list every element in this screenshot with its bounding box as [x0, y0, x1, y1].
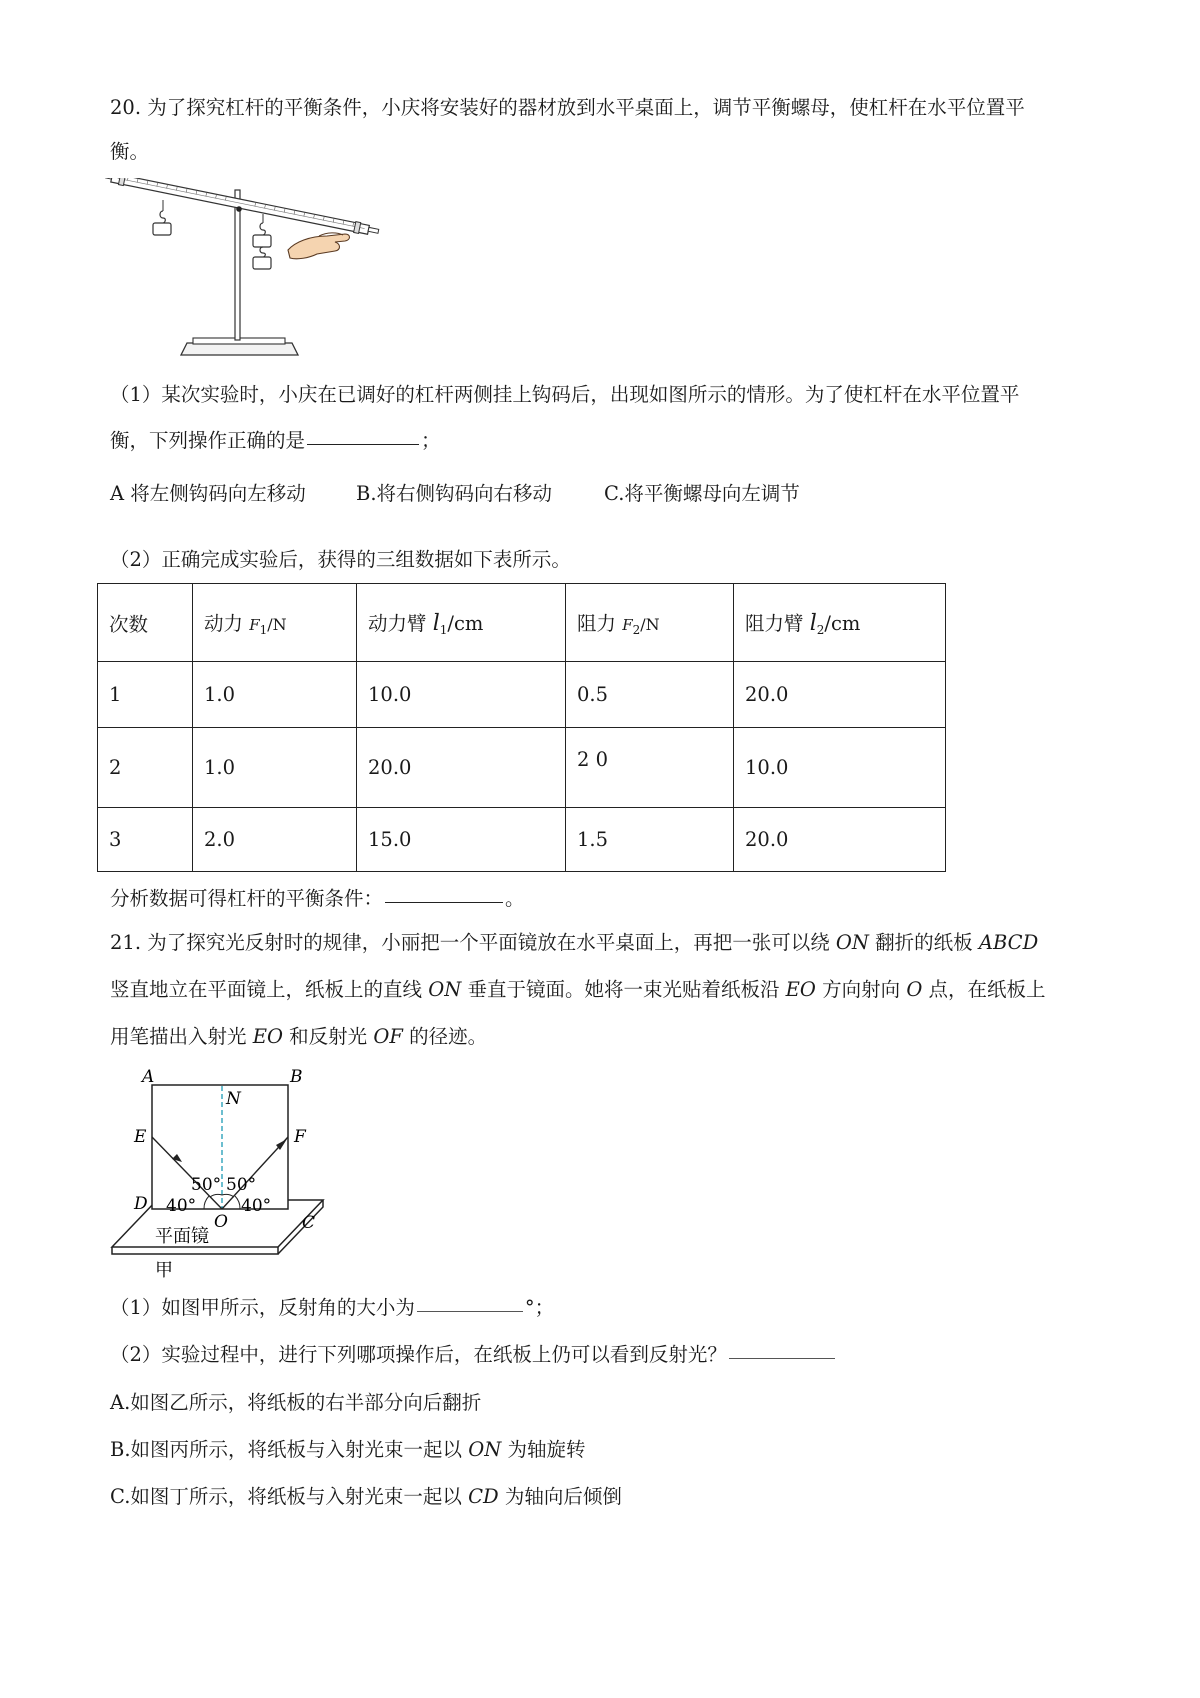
q21-stem-line2: 竖直地立在平面镜上，纸板上的直线 ON 垂直于镜面。她将一束光贴着纸板沿 EO 方向射向 O 点，在纸板上	[110, 978, 1046, 1001]
q20-stem-line2: 衡。	[110, 140, 150, 163]
q20-conclusion	[110, 889, 525, 909]
lever-data-table	[97, 583, 946, 872]
header-effort-arm: 动力臂 $l_1/cm$	[357, 584, 566, 662]
q20-stem-line1: 20. 为了探究杠杆的平衡条件，小庆将安装好的器材放到水平桌面上，调节平衡螺母，使杠杆在水平位置平	[110, 96, 1025, 119]
header-load-arm: 阻力臂 $l_2/cm$	[734, 584, 946, 662]
answer-blank-q20-2[interactable]	[385, 902, 503, 903]
q21-stem-line3: 用笔描出入射光 EO 和反射光 OF 的径迹。	[110, 1025, 488, 1048]
q20-part1-line1: （1）某次实验时，小庆在已调好的杠杆两侧挂上钩码后，出现如图所示的情形。为了使杠杆在水平位置平	[110, 383, 1020, 406]
q21-stem-line1: 21. 为了探究光反射时的规律，小丽把一个平面镜放在水平桌面上，再把一张可以绕 ON 翻折的纸板 ABCD	[110, 931, 1039, 954]
answer-blank-q20-1[interactable]	[307, 444, 419, 445]
label-N: N	[226, 1089, 241, 1109]
angle-label-40-right: 40°	[241, 1196, 272, 1216]
q20-conclusion-prefix: 分析数据可得杠杆的平衡条件：	[110, 887, 384, 910]
header-load-force: 阻力 $F_2/N$	[566, 584, 734, 662]
header-effort-force: 动力 $F_1/N$	[193, 584, 357, 662]
angle-label-50-left: 50°	[191, 1175, 222, 1195]
table-cell: 1	[98, 662, 193, 728]
q20-part1-prefix: 衡，下列操作正确的是	[110, 429, 306, 452]
answer-blank-q21-1[interactable]	[417, 1311, 523, 1312]
table-cell: 20.0	[734, 662, 946, 728]
q20-part1-suffix: ；	[421, 429, 441, 452]
hand-icon	[288, 233, 350, 259]
header-count: 次数	[98, 584, 193, 662]
table-cell: 1.5	[566, 808, 734, 872]
table-header-row	[98, 584, 946, 662]
lever-apparatus-figure	[105, 178, 385, 363]
table-cell: 3	[98, 808, 193, 872]
table-row	[98, 662, 946, 728]
q21-option-b: B.如图丙所示，将纸板与入射光束一起以 ON 为轴旋转	[110, 1438, 586, 1461]
q20-conclusion-suffix: 。	[505, 887, 525, 910]
q20-option-b: B.将右侧钩码向右移动	[356, 482, 553, 505]
table-cell: 20.0	[734, 808, 946, 872]
table-cell: 0.5	[566, 662, 734, 728]
table-cell: 2.0	[193, 808, 357, 872]
q21-part1: （1）如图甲所示，反射角的大小为 °；	[110, 1296, 555, 1319]
table-cell: 10.0	[357, 662, 566, 728]
mirror-label: 平面镜	[155, 1226, 209, 1247]
label-B: B	[290, 1067, 303, 1087]
q21-option-a: A.如图乙所示，将纸板的右半部分向后翻折	[110, 1391, 482, 1414]
angle-label-40-left: 40°	[166, 1196, 197, 1216]
table-cell: 2	[98, 728, 193, 808]
reflection-diagram	[100, 1062, 340, 1282]
q21-part2: （2）实验过程中，进行下列哪项操作后，在纸板上仍可以看到反射光？	[110, 1345, 837, 1365]
table-row	[98, 728, 946, 808]
label-C: C	[302, 1213, 316, 1233]
label-F: F	[294, 1127, 306, 1147]
q20-option-a: A 将左侧钩码向左移动	[110, 482, 306, 505]
table-cell: 1.0	[193, 728, 357, 808]
figure-caption-jia: 甲	[155, 1260, 173, 1281]
table-cell: 20.0	[357, 728, 566, 808]
label-D: D	[134, 1194, 148, 1214]
table-cell: 10.0	[734, 728, 946, 808]
table-cell: 1.0	[193, 662, 357, 728]
answer-blank-q21-2[interactable]	[729, 1358, 835, 1359]
table-cell: 15.0	[357, 808, 566, 872]
table-row	[98, 808, 946, 872]
label-A: A	[142, 1067, 155, 1087]
q20-part1-line2	[110, 431, 441, 451]
table-cell: 2 0	[566, 728, 734, 808]
label-O: O	[214, 1212, 228, 1232]
q20-option-c: C.将平衡螺母向左调节	[604, 482, 800, 505]
label-E: E	[134, 1127, 147, 1147]
angle-label-50-right: 50°	[226, 1175, 257, 1195]
q20-part2-text: （2）正确完成实验后，获得的三组数据如下表所示。	[110, 548, 571, 571]
q21-option-c: C.如图丁所示，将纸板与入射光束一起以 CD 为轴向后倾倒	[110, 1485, 622, 1508]
